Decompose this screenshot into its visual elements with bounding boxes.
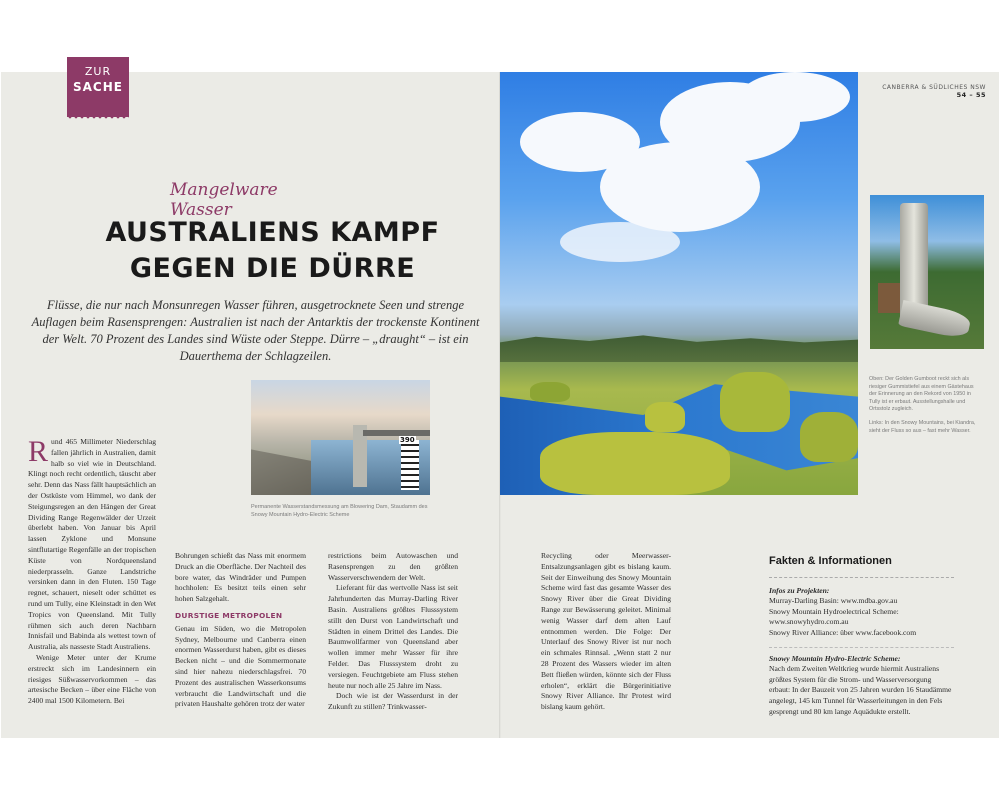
text-column-3 — [328, 551, 458, 713]
drop-cap: R — [28, 435, 49, 468]
facts-scheme — [769, 647, 954, 718]
facts-scheme-head: Snowy Mountain Hydro-Electric Scheme: — [769, 653, 901, 663]
section-tab — [67, 57, 129, 117]
running-head-section: CANBERRA & SÜDLICHES NSW — [882, 84, 986, 91]
section-tab-line2: SACHE — [73, 80, 123, 94]
treeline — [500, 334, 858, 362]
caption-gumboot: Oben: Der Golden Gumboot reckt sich als riesiger Gummistiefel aus einem Gästehaus der Erinnerung an den Rekord von 1950 in Tully ist er erbaut. Ausstellungshalle und Ortsstolz zugleich. — [869, 376, 974, 413]
golden-gumboot-photo — [870, 195, 984, 349]
lede: Flüsse, die nur nach Monsunregen Wasser führen, ausgetrocknete Seen und strenge Auflagen beim Rasensprengen: Australien ist nach der Antarktis der trockenste Kontinent der Welt. 70 Prozent des Landes sind Wüste oder Steppe. Dürre – „draught“ – ist ein Dauerthema der Schlagzeilen. — [31, 298, 480, 363]
facts-projects — [769, 586, 954, 639]
dam-caption: Permanente Wasserstandsmessung am Blowering Dam, Staudamm des Snowy Mountain Hydro-Electric Scheme — [251, 504, 428, 518]
grass-tuft-1 — [540, 432, 730, 495]
grass-tuft-2 — [645, 402, 685, 432]
col1-para1-text: und 465 Millimeter Niederschlag fallen jährlich in Australien, damit halb so viel wie in Deutschland. Klingt noch recht ordentlich, täuscht aber sehr. Denn das Nass fällt hauptsächlich an der Ostküste vom Himmel, wo dank der Steigungsregen an den Hängen der Great Dividing Range Regenwälder der Urzeit überlebt haben. Von Januar bis April lassen Zyklone und Monsune sintflutartige Regenfälle an der tropischen Küste von Nordqueensland niederprasseln. Ganze Landstriche versinken dann in den Fluten. 150 Tage regnet, schauert, nieselt oder schüttet es rund um Tully, eine Kleinstadt in den Wet Tropics von Queensland. Mit Tully rühmen sich auch deren Nachbarn Innisfail und Babinda als wettest town of Australia, als nasseste Stadt Australiens. — [28, 437, 157, 652]
facts-project-line: www.snowyhydro.com.au — [769, 617, 849, 627]
facts-projects-head: Infos zu Projekten: — [769, 585, 830, 595]
grass-tuft-3 — [720, 372, 790, 432]
text-column-1 — [28, 437, 156, 707]
text-column-2 — [175, 551, 306, 710]
gauge-label: 390 — [400, 436, 415, 444]
facts-project-line: Snowy River Alliance: über www.facebook.com — [769, 627, 917, 637]
gumboot-foot — [898, 300, 972, 340]
col3-para1: restrictions beim Autowaschen und Rasensprengen zu den größten Wasserverschwendern der Welt. — [328, 551, 458, 582]
section-tab-line1: ZUR — [84, 65, 112, 78]
col3-para2: Lieferant für das wertvolle Nass ist seit Jahrhunderten das Murray-Darling River Basin. Australiens größtes Flusssystem stillt den Durst von Landwirtschaft und Städten in einem Drittel des Landes. Die Baumwollfarmer von Queensland aber wollen immer mehr Wasser für ihre Felder. Das Flusssystem droht zu versiegen. Feuchtgebiete am Fluss stehen heute nur noch alle 25 Jahre im Nass. — [328, 583, 458, 690]
caption-river: Links: In den Snowy Mountains, bei Kiandra, sieht der Fluss so aus – fast mehr Wasser. — [869, 419, 976, 434]
water-gauge — [401, 440, 419, 490]
text-column-4 — [541, 551, 671, 713]
col2-para2: Genau im Süden, wo die Metropolen Sydney, Melbourne und Canberra einen enormen Wasserdurst haben, gibt es dieses Becken nicht – und die Sommermonate sind hier nahezu niederschlagsfrei. 70 Prozent des australischen Wasserkonsums verbraucht die Landwirtschaft und die privaten Haushalte gehören trotz der water — [175, 623, 306, 709]
col1-para2: Wenige Meter unter der Krume erstreckt sich im Landesinnern ein riesiges Süßwasservorkommen – das artesische Becken – über eine Fläche von 2400 mal 1500 Kilometern. Bei — [28, 652, 156, 706]
cloud-4 — [740, 72, 850, 122]
cloud-5 — [560, 222, 680, 262]
facts-project-line: Snowy Mountain Hydroelectrical Scheme: — [769, 606, 899, 616]
subhead-durstige-metropolen: DURSTIGE METROPOLEN — [175, 610, 283, 620]
headline — [90, 215, 455, 287]
grass-tuft-4 — [800, 412, 858, 462]
page-numbers: 54 – 55 — [956, 91, 986, 99]
facts-title: Fakten & Informationen — [769, 556, 954, 578]
running-head — [870, 84, 986, 99]
facts-project-line: Murray-Darling Basin: www.mdba.gov.au — [769, 596, 898, 606]
access-bridge — [363, 430, 430, 436]
kicker: Mangelware Wasser — [170, 180, 278, 220]
facts-scheme-text: Nach dem Zweiten Weltkrieg wurde hiermit Australiens größtes System für die Strom- und Wasserversorgung erbaut: In der Bauzeit von 25 Jahren wurden 16 Staudämme angelegt, 145 km Tunnel für Wasserleitungen in den Fels gesprengt und 80 km lange Aquädukte erstellt. — [769, 664, 952, 716]
col1-para1 — [28, 437, 156, 653]
grass-tuft-5 — [530, 382, 570, 402]
river-wetland-photo — [500, 72, 858, 495]
headline-line2: GEGEN DIE DÜRRE — [129, 253, 416, 284]
col2-para1: Bohrungen schießt das Nass mit enormem Druck an die Oberfläche. Der Nachteil des bore water, das Windräder und Pumpen hochholen: Es besitzt teils einen sehr hohen Salzgehalt. — [175, 551, 306, 604]
col4-para1: Recycling oder Meerwasser-Entsalzungsanlagen gibt es bislang kaum. Seit der Einweihung des Snowy Mountain Scheme wird fast das gesamte Wasser des Snowy River über die Great Dividing Range zur Bewässerung geleitet. Minimal wenig Wasser darf dem alten Lauf entnommen werden. Die Folge: Der Unterlauf des Snowy River ist nur noch ein schmales Rinnsal. „Wenn statt 2 nur 28 Prozent des Wassers wieder im alten Bett fließen würden, könnte sich der Fluss erholen“, erklärt die Bürgerinitiative Snowy River Alliance. Ihr Protest wird bislang kaum gehört. — [541, 551, 671, 712]
dam-photo — [251, 380, 430, 495]
headline-line1: AUSTRALIENS KAMPF — [105, 217, 440, 248]
right-captions — [869, 376, 981, 441]
facts-box — [769, 556, 954, 725]
col3-para3: Doch wie ist der Wasserdurst in der Zukunft zu stillen? Trinkwasser- — [328, 691, 458, 712]
